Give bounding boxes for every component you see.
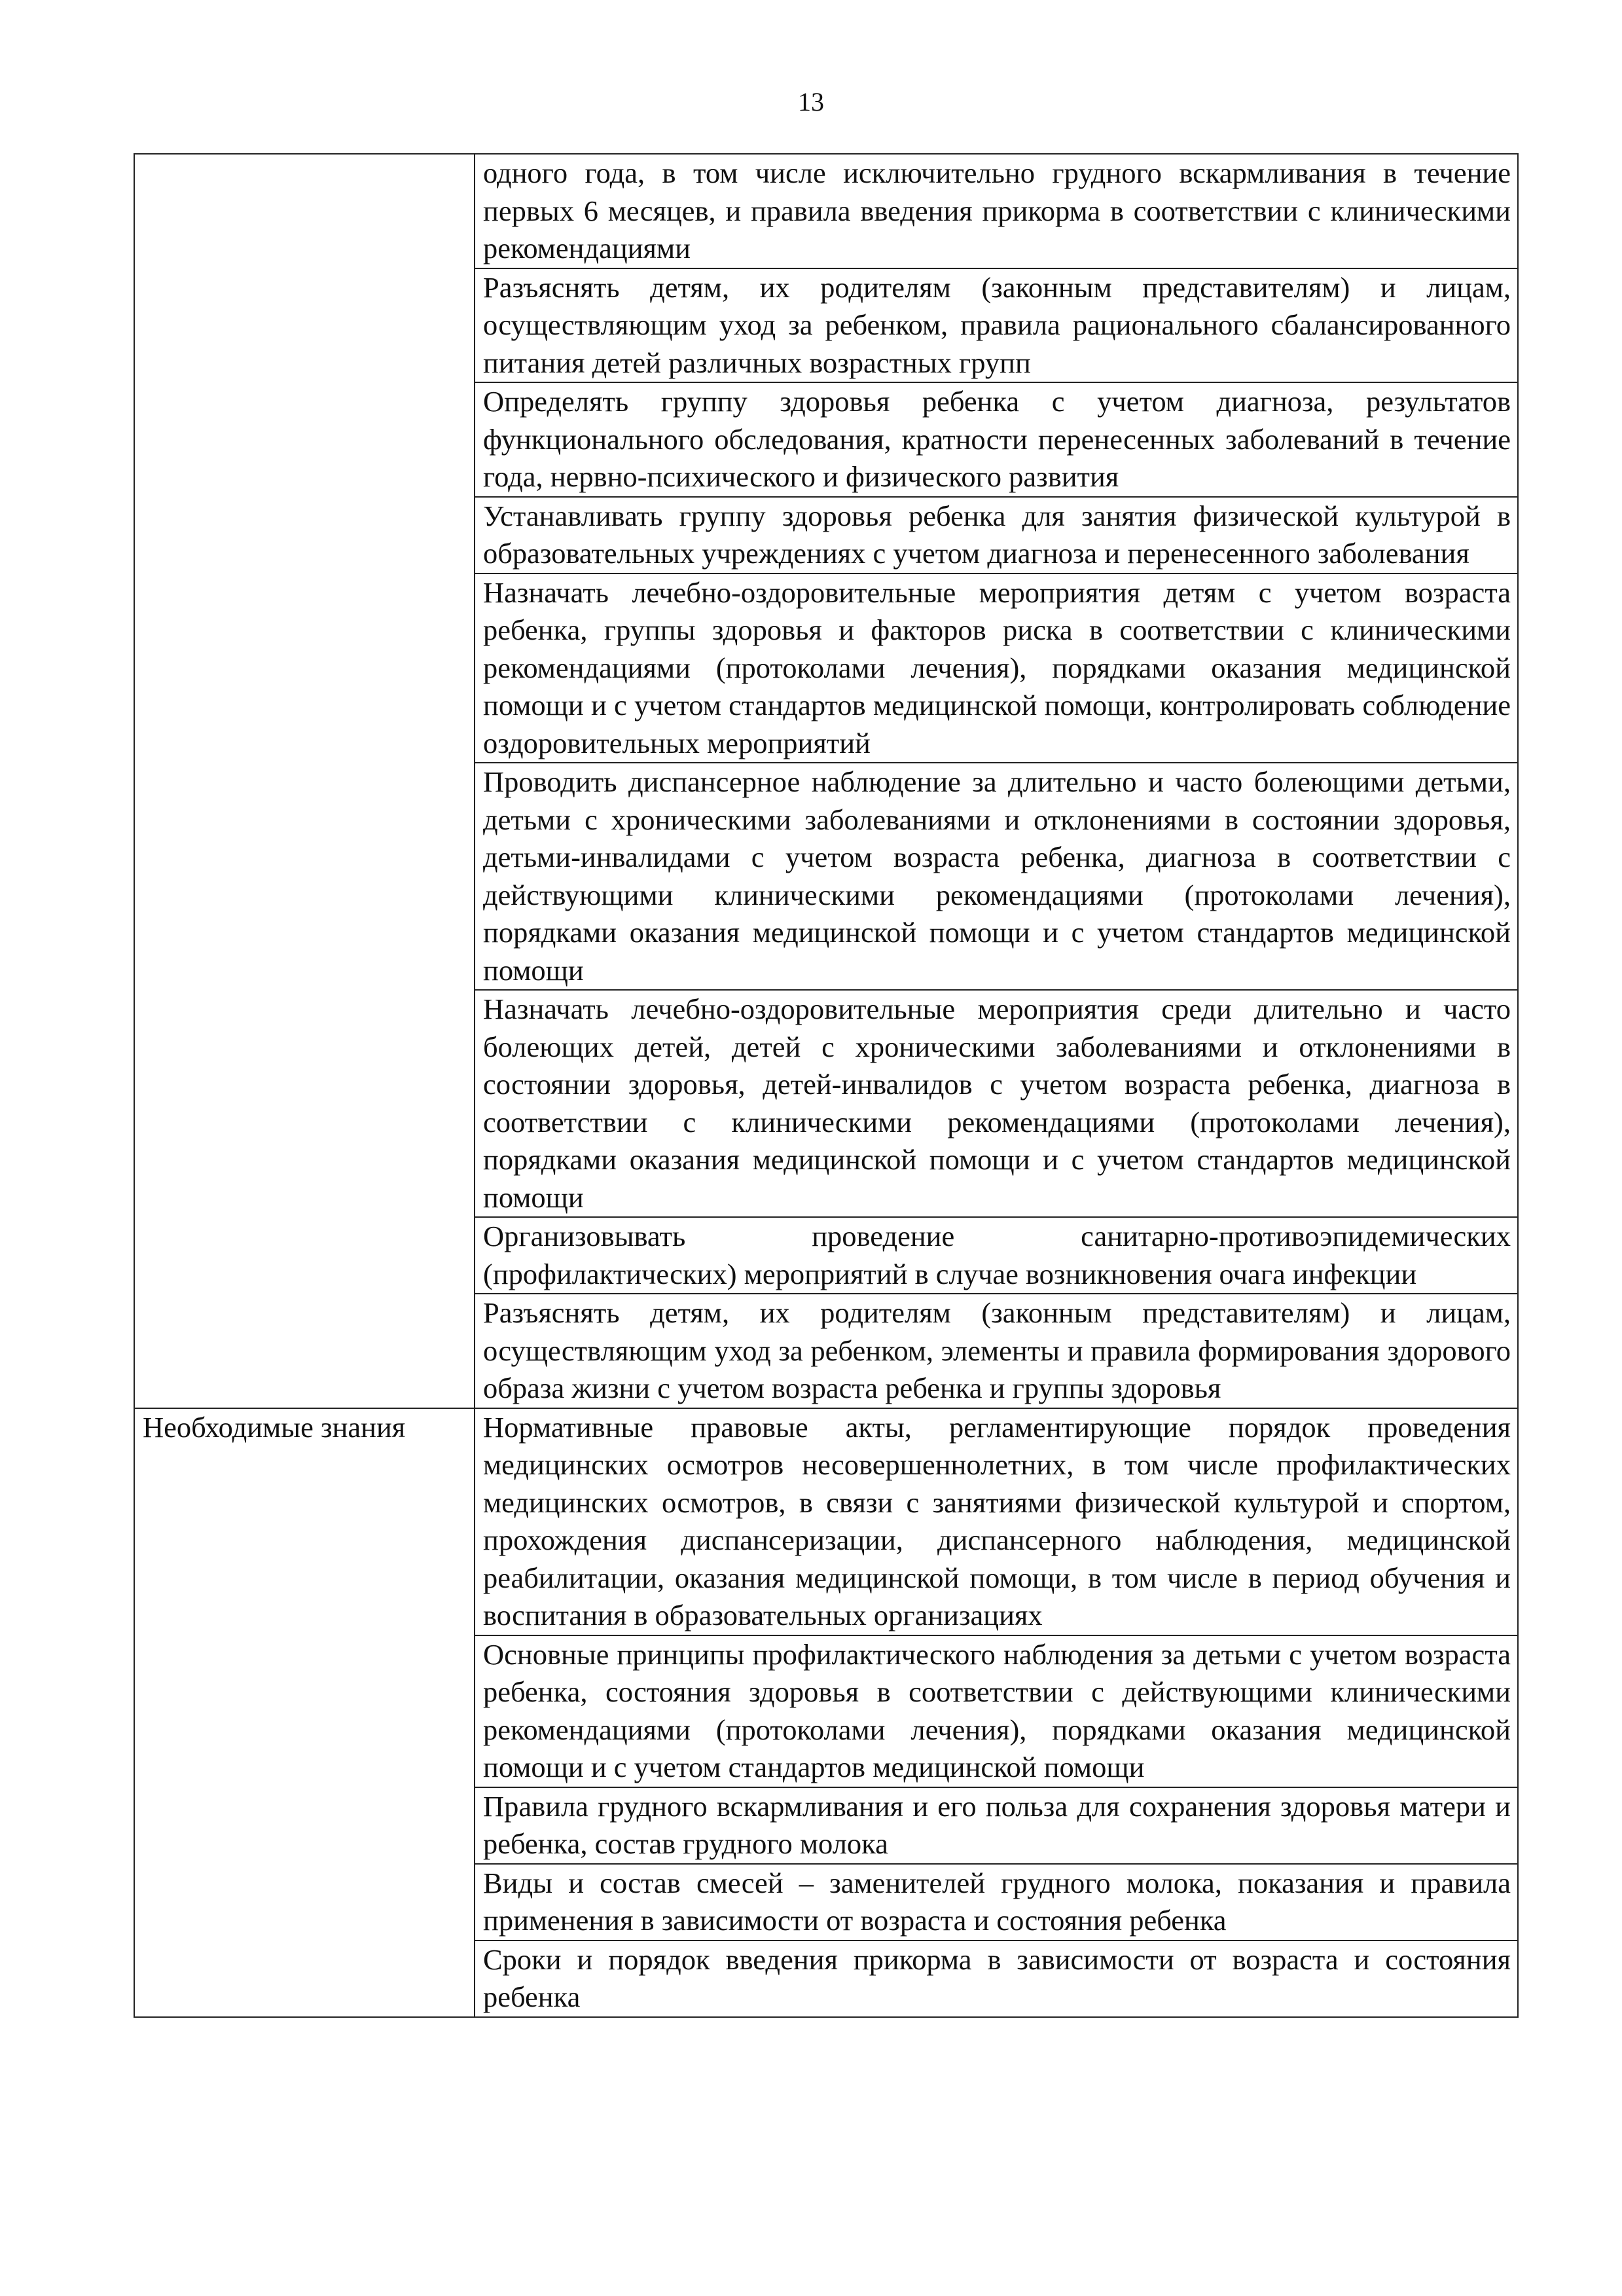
section-label-cell (134, 1408, 475, 2017)
item-text: Назначать лечебно-оздоровительные мероприятия среди длительно и часто болеющих детей, детей с хроническими заболеваниями и отклонениями в состоянии здоровья, детей-инвалидов с учетом возраста ребенка, диагноза в соответствии с клиническими рекомендациями (протоколами лечения), порядками оказания медицинской помощи и с учетом стандартов медицинской помощи (483, 993, 1511, 1214)
table-cell (475, 574, 1518, 763)
item-text: Основные принципы профилактического наблюдения за детьми с учетом возраста ребенка, состояния здоровья в соответствии с действующими клиническими рекомендациями (протоколами лечения), порядками оказания медицинской помощи и с учетом стандартов медицинской помощи (483, 1637, 1511, 1783)
table-cell (475, 1787, 1518, 1864)
item-text: Разъяснять детям, их родителям (законным представителям) и лицам, осуществляющим уход за ребенком, элементы и правила формирования здорового образа жизни с учетом возраста ребенка и группы здоровья (483, 1296, 1511, 1404)
table-row (134, 1408, 1518, 1635)
item-text: Нормативные правовые акты, регламентирующие порядок проведения медицинских осмотров несовершеннолетних, в том числе профилактических медицинских осмотров, в связи с занятиями физической культурой и спортом, прохождения диспансеризации, диспансерного наблюдения, медицинской реабилитации, оказания медицинской помощи, в том числе в период обучения и воспитания в образовательных организациях (483, 1410, 1511, 1631)
table-cell (475, 1217, 1518, 1294)
section-label: Необходимые знания (143, 1410, 406, 1444)
item-text: Разъяснять детям, их родителям (законным представителям) и лицам, осуществляющим уход за ребенком, правила рационального сбалансированного питания детей различных возрастных групп (483, 270, 1511, 379)
item-text: Виды и состав смесей – заменителей грудного молока, показания и правила применения в зависимости от возраста и состояния ребенка (483, 1866, 1511, 1937)
item-text: Определять группу здоровья ребенка с учетом диагноза, результатов функционального обследования, кратности перенесенных заболеваний в течение года, нервно-психического и физического развития (483, 385, 1511, 493)
page-number: 13 (798, 87, 824, 117)
item-text: Проводить диспансерное наблюдение за длительно и часто болеющими детьми, детьми с хроническими заболеваниями и отклонениями в состоянии здоровья, детьми-инвалидами с учетом возраста ребенка, диагноза в соответствии с действующими клиническими рекомендациями (протоколами лечения), порядками оказания медицинской помощи и с учетом стандартов медицинской помощи (483, 765, 1511, 987)
table-cell (475, 1408, 1518, 1635)
section-label-cell (134, 154, 475, 1408)
item-text: Правила грудного вскармливания и его польза для сохранения здоровья матери и ребенка, состав грудного молока (483, 1789, 1511, 1860)
table-cell (475, 990, 1518, 1217)
table-cell (475, 763, 1518, 990)
table-cell (475, 268, 1518, 383)
table-cell (475, 497, 1518, 574)
item-text: Устанавливать группу здоровья ребенка для занятия физической культурой в образовательных учреждениях с учетом диагноза и перенесенного заболевания (483, 499, 1511, 570)
table-cell (475, 1294, 1518, 1408)
table-cell (475, 1941, 1518, 2017)
item-text: Назначать лечебно-оздоровительные мероприятия детям с учетом возраста ребенка, группы здоровья и факторов риска в соответствии с клиническими рекомендациями (протоколами лечения), порядками оказания медицинской помощи и с учетом стандартов медицинской помощи, контролировать соблюдение оздоровительных мероприятий (483, 575, 1511, 759)
table-cell (475, 1864, 1518, 1941)
item-text: Организовывать проведение санитарно-противоэпидемических (профилактических) мероприятий в случае возникновения очага инфекции (483, 1220, 1511, 1290)
item-text: одного года, в том числе исключительно грудного вскармливания в течение первых 6 месяцев, и правила введения прикорма в соответствии с клиническими рекомендациями (483, 156, 1511, 264)
competency-table (134, 153, 1519, 2018)
table-cell (475, 382, 1518, 497)
table-row (134, 154, 1518, 268)
table-cell (475, 154, 1518, 268)
item-text: Сроки и порядок введения прикорма в зависимости от возраста и состояния ребенка (483, 1942, 1511, 2013)
table-cell (475, 1635, 1518, 1787)
